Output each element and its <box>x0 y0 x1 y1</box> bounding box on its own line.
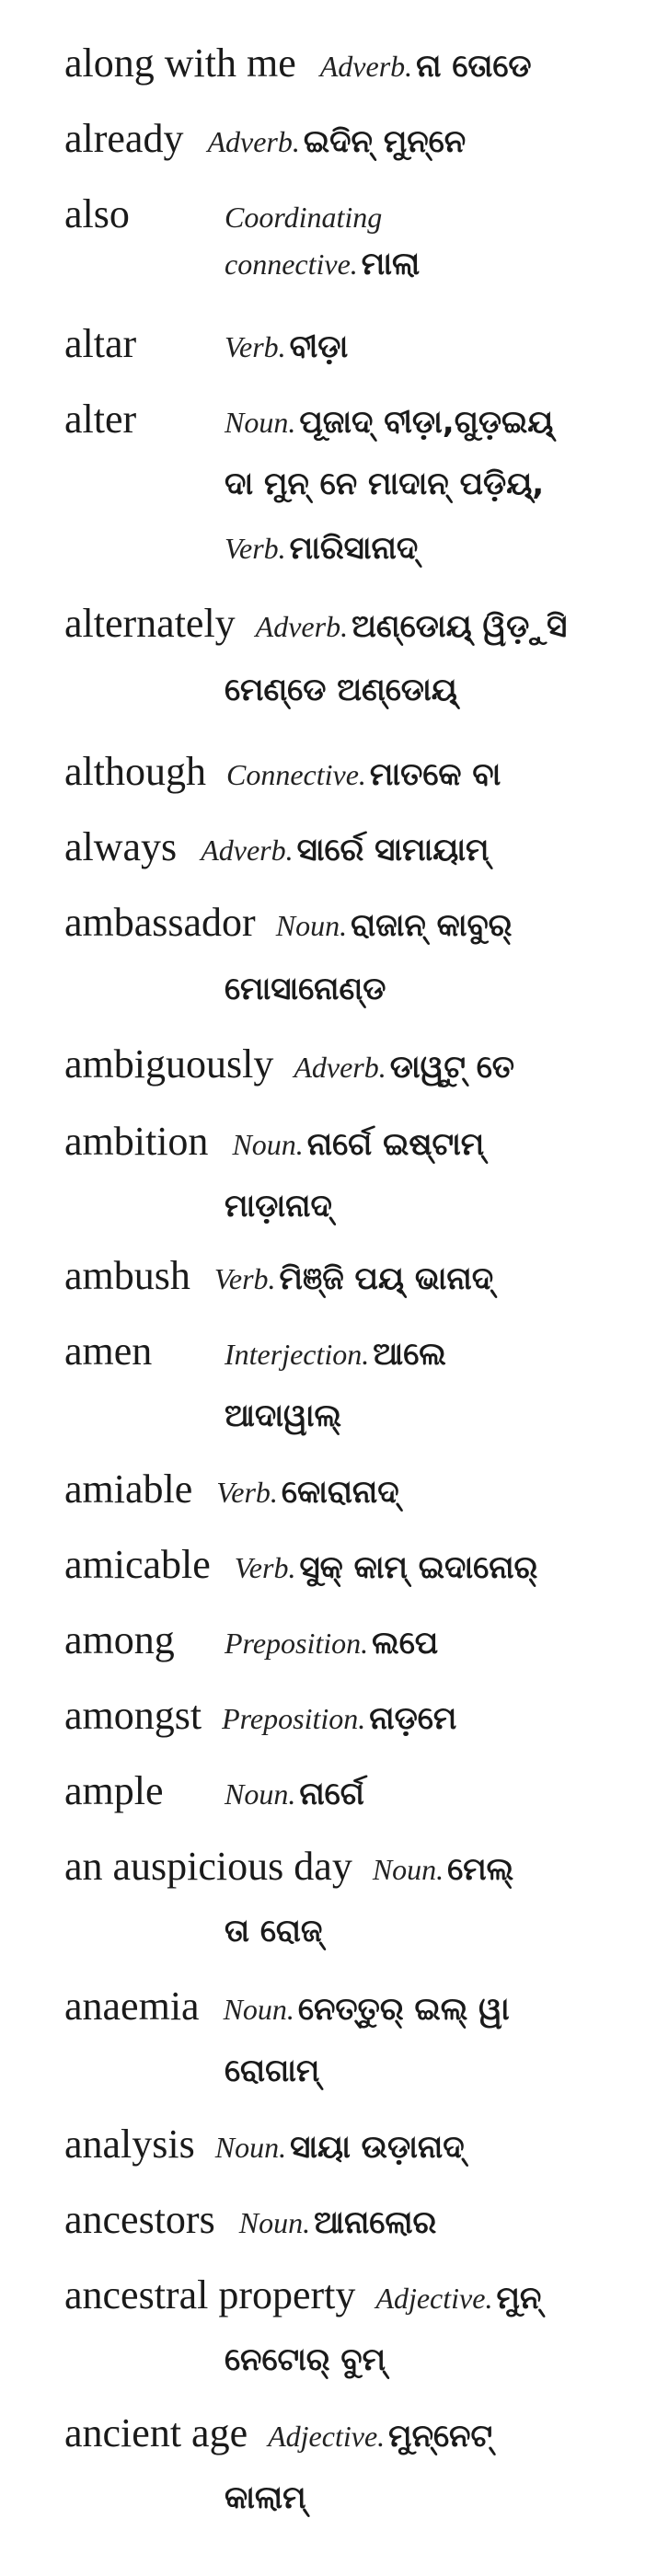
part-of-speech: Noun. <box>223 1993 294 2026</box>
entry-alternately <box>64 586 617 728</box>
translation-continued: କାଲାମ୍ <box>225 2479 306 2516</box>
translation: ମିଞ୍ଜି ପୟ୍ ଭାନାଦ୍ <box>279 1260 494 1297</box>
entry-along-with-me <box>64 26 617 101</box>
part-of-speech: Verb. <box>213 1262 276 1295</box>
headword: anaemia <box>64 1984 200 2029</box>
headword: among <box>64 1617 175 1662</box>
headword: always <box>64 824 178 869</box>
translation: ନେତ୍ତୁର୍ ଇଲ୍ ୱା <box>297 1991 510 2028</box>
headword: amen <box>64 1328 153 1374</box>
translation-continued: ନେଟୋର୍ ବୁମ୍ <box>225 2341 386 2378</box>
entry-analysis <box>64 2107 617 2182</box>
headword: an auspicious day <box>64 1844 352 1889</box>
part-of-speech: Coordinating <box>225 201 383 234</box>
translation-continued: ତା ରୋଜ୍ <box>225 1913 323 1949</box>
translation: ମେଲ୍ <box>447 1851 514 1888</box>
headword: ancient age <box>64 2410 248 2455</box>
translation: ନାର୍ଗେ <box>299 1776 364 1812</box>
headword: amicable <box>64 1542 211 1587</box>
part-of-speech-continued: connective. <box>225 247 358 281</box>
headword: ambassador <box>64 900 256 945</box>
translation-continued: ମୋସାନୋଣ୍ଡ <box>225 971 386 1007</box>
part-of-speech: Adverb. <box>207 125 300 158</box>
headword: amiable <box>64 1466 193 1512</box>
entry-ambition <box>64 1104 617 1244</box>
translation: ସାର୍ରେ ସାମାୟାମ୍ <box>296 832 490 868</box>
translation: ମୁନ୍ <box>496 2280 542 2317</box>
headword: although <box>64 749 206 794</box>
part-of-speech: Preposition. <box>222 1702 366 1735</box>
translation: ଡାୱୁଟ୍ ତେ <box>389 1049 515 1086</box>
translation-continued: ଆଦାୱାଲ୍ <box>225 1397 342 1434</box>
entry-ancestors <box>64 2182 617 2258</box>
translation: ଅଣ୍ଡୋୟ୍ ୱିଡ଼ୁସି <box>352 608 568 645</box>
entry-already <box>64 101 617 177</box>
headword: along with me <box>64 40 296 86</box>
part-of-speech: Noun. <box>232 1128 304 1161</box>
translation: ଲପେ <box>372 1625 439 1662</box>
headword: ancestral property <box>64 2272 356 2317</box>
headword: also <box>64 191 130 236</box>
part-of-speech: Noun. <box>225 1777 296 1811</box>
part-of-speech: Interjection. <box>225 1338 370 1371</box>
part-of-speech: Verb. <box>225 330 286 363</box>
translation: ଇଦିନ୍ ମୁନ୍ନେ <box>303 123 467 160</box>
headword: ambition <box>64 1119 209 1164</box>
headword: ancestors <box>64 2197 215 2242</box>
part-of-speech: Verb. <box>225 532 286 565</box>
part-of-speech: Adverb. <box>255 610 349 643</box>
translation: କୋରାନାଦ୍ <box>281 1474 399 1511</box>
entry-ancient-age <box>64 2396 617 2536</box>
part-of-speech: Adverb. <box>201 834 294 867</box>
part-of-speech: Adjective. <box>375 2282 493 2315</box>
translation: ନାଡ଼ମେ <box>369 1700 457 1737</box>
headword: already <box>64 116 184 161</box>
entry-ample <box>64 1754 617 1829</box>
translation: ମାତକେ ବା <box>369 756 501 793</box>
entry-among <box>64 1603 617 1678</box>
entry-amongst <box>64 1678 617 1754</box>
entry-although <box>64 734 617 810</box>
translation: ଆଲେ <box>373 1336 446 1373</box>
entry-alter <box>64 382 617 586</box>
translation-continued: ଦା ମୁନ୍ ନେ ମାଦାନ୍ ପଡ଼ିୟ୍, <box>225 466 545 502</box>
entry-amiable <box>64 1452 617 1527</box>
entry-ambush <box>64 1238 617 1314</box>
entry-amen <box>64 1314 617 1454</box>
entry-amicable <box>64 1527 617 1603</box>
part-of-speech: Noun. <box>372 1853 444 1886</box>
translation: ମାରିସାନାଦ୍ <box>289 530 419 567</box>
headword: amongst <box>64 1693 202 1738</box>
entry-ambiguously <box>64 1027 617 1102</box>
headword: ambush <box>64 1253 190 1298</box>
part-of-speech: Noun. <box>238 2206 311 2239</box>
part-of-speech: Adverb. <box>319 50 413 83</box>
translation: ବୀଡ଼ା <box>289 328 349 365</box>
entry-ancestral-property <box>64 2258 617 2398</box>
part-of-speech: Noun. <box>225 406 296 439</box>
part-of-speech: Verb. <box>234 1551 296 1584</box>
translation-continued: ମାଡ଼ାନାଦ୍ <box>225 1188 332 1225</box>
part-of-speech: Adjective. <box>268 2420 386 2453</box>
translation: ରାଜାନ୍ କାବୁର୍ <box>351 907 513 944</box>
headword: alternately <box>64 601 236 646</box>
translation: ମୁନ୍ନେଟ୍ <box>388 2418 493 2455</box>
entry-altar <box>64 306 617 382</box>
entry-always <box>64 810 617 885</box>
entry-also <box>64 177 617 302</box>
translation: ମାଲା <box>361 246 421 282</box>
headword: ample <box>64 1768 164 1813</box>
translation: ଆନାଲୋର <box>314 2204 437 2241</box>
headword: analysis <box>64 2122 195 2167</box>
part-of-speech: Verb. <box>216 1476 278 1509</box>
translation-continued: ରୋଗାମ୍ <box>225 2053 320 2089</box>
headword: altar <box>64 321 137 366</box>
part-of-speech: Noun. <box>275 909 348 942</box>
entry-an-auspicious-day <box>64 1829 617 1969</box>
translation: ନାର୍ଗେ ଇଷ୍ଟାମ୍ <box>306 1126 485 1163</box>
translation: ସୁକ୍ କାମ୍ ଇଦାନୋର୍ <box>299 1549 538 1586</box>
part-of-speech: Adverb. <box>294 1051 386 1084</box>
part-of-speech: Connective. <box>225 758 366 791</box>
headword: alter <box>64 397 137 442</box>
translation: ନା ତୋଡେ <box>416 48 532 85</box>
translation: ପୂଜାଦ୍ ବୀଡ଼ା,ଗୁଡ଼ଇୟ୍ <box>299 404 554 441</box>
headword: ambiguously <box>64 1041 274 1087</box>
part-of-speech: Preposition. <box>225 1627 369 1660</box>
entry-anaemia <box>64 1969 617 2109</box>
translation: ସାୟା ଉଡ଼ାନାଦ୍ <box>290 2129 465 2166</box>
entry-ambassador <box>64 885 617 1027</box>
part-of-speech: Noun. <box>214 2131 287 2164</box>
translation-continued: ମେଣ୍ଡେ ଅଣ୍ଡୋୟ୍ <box>225 672 457 708</box>
